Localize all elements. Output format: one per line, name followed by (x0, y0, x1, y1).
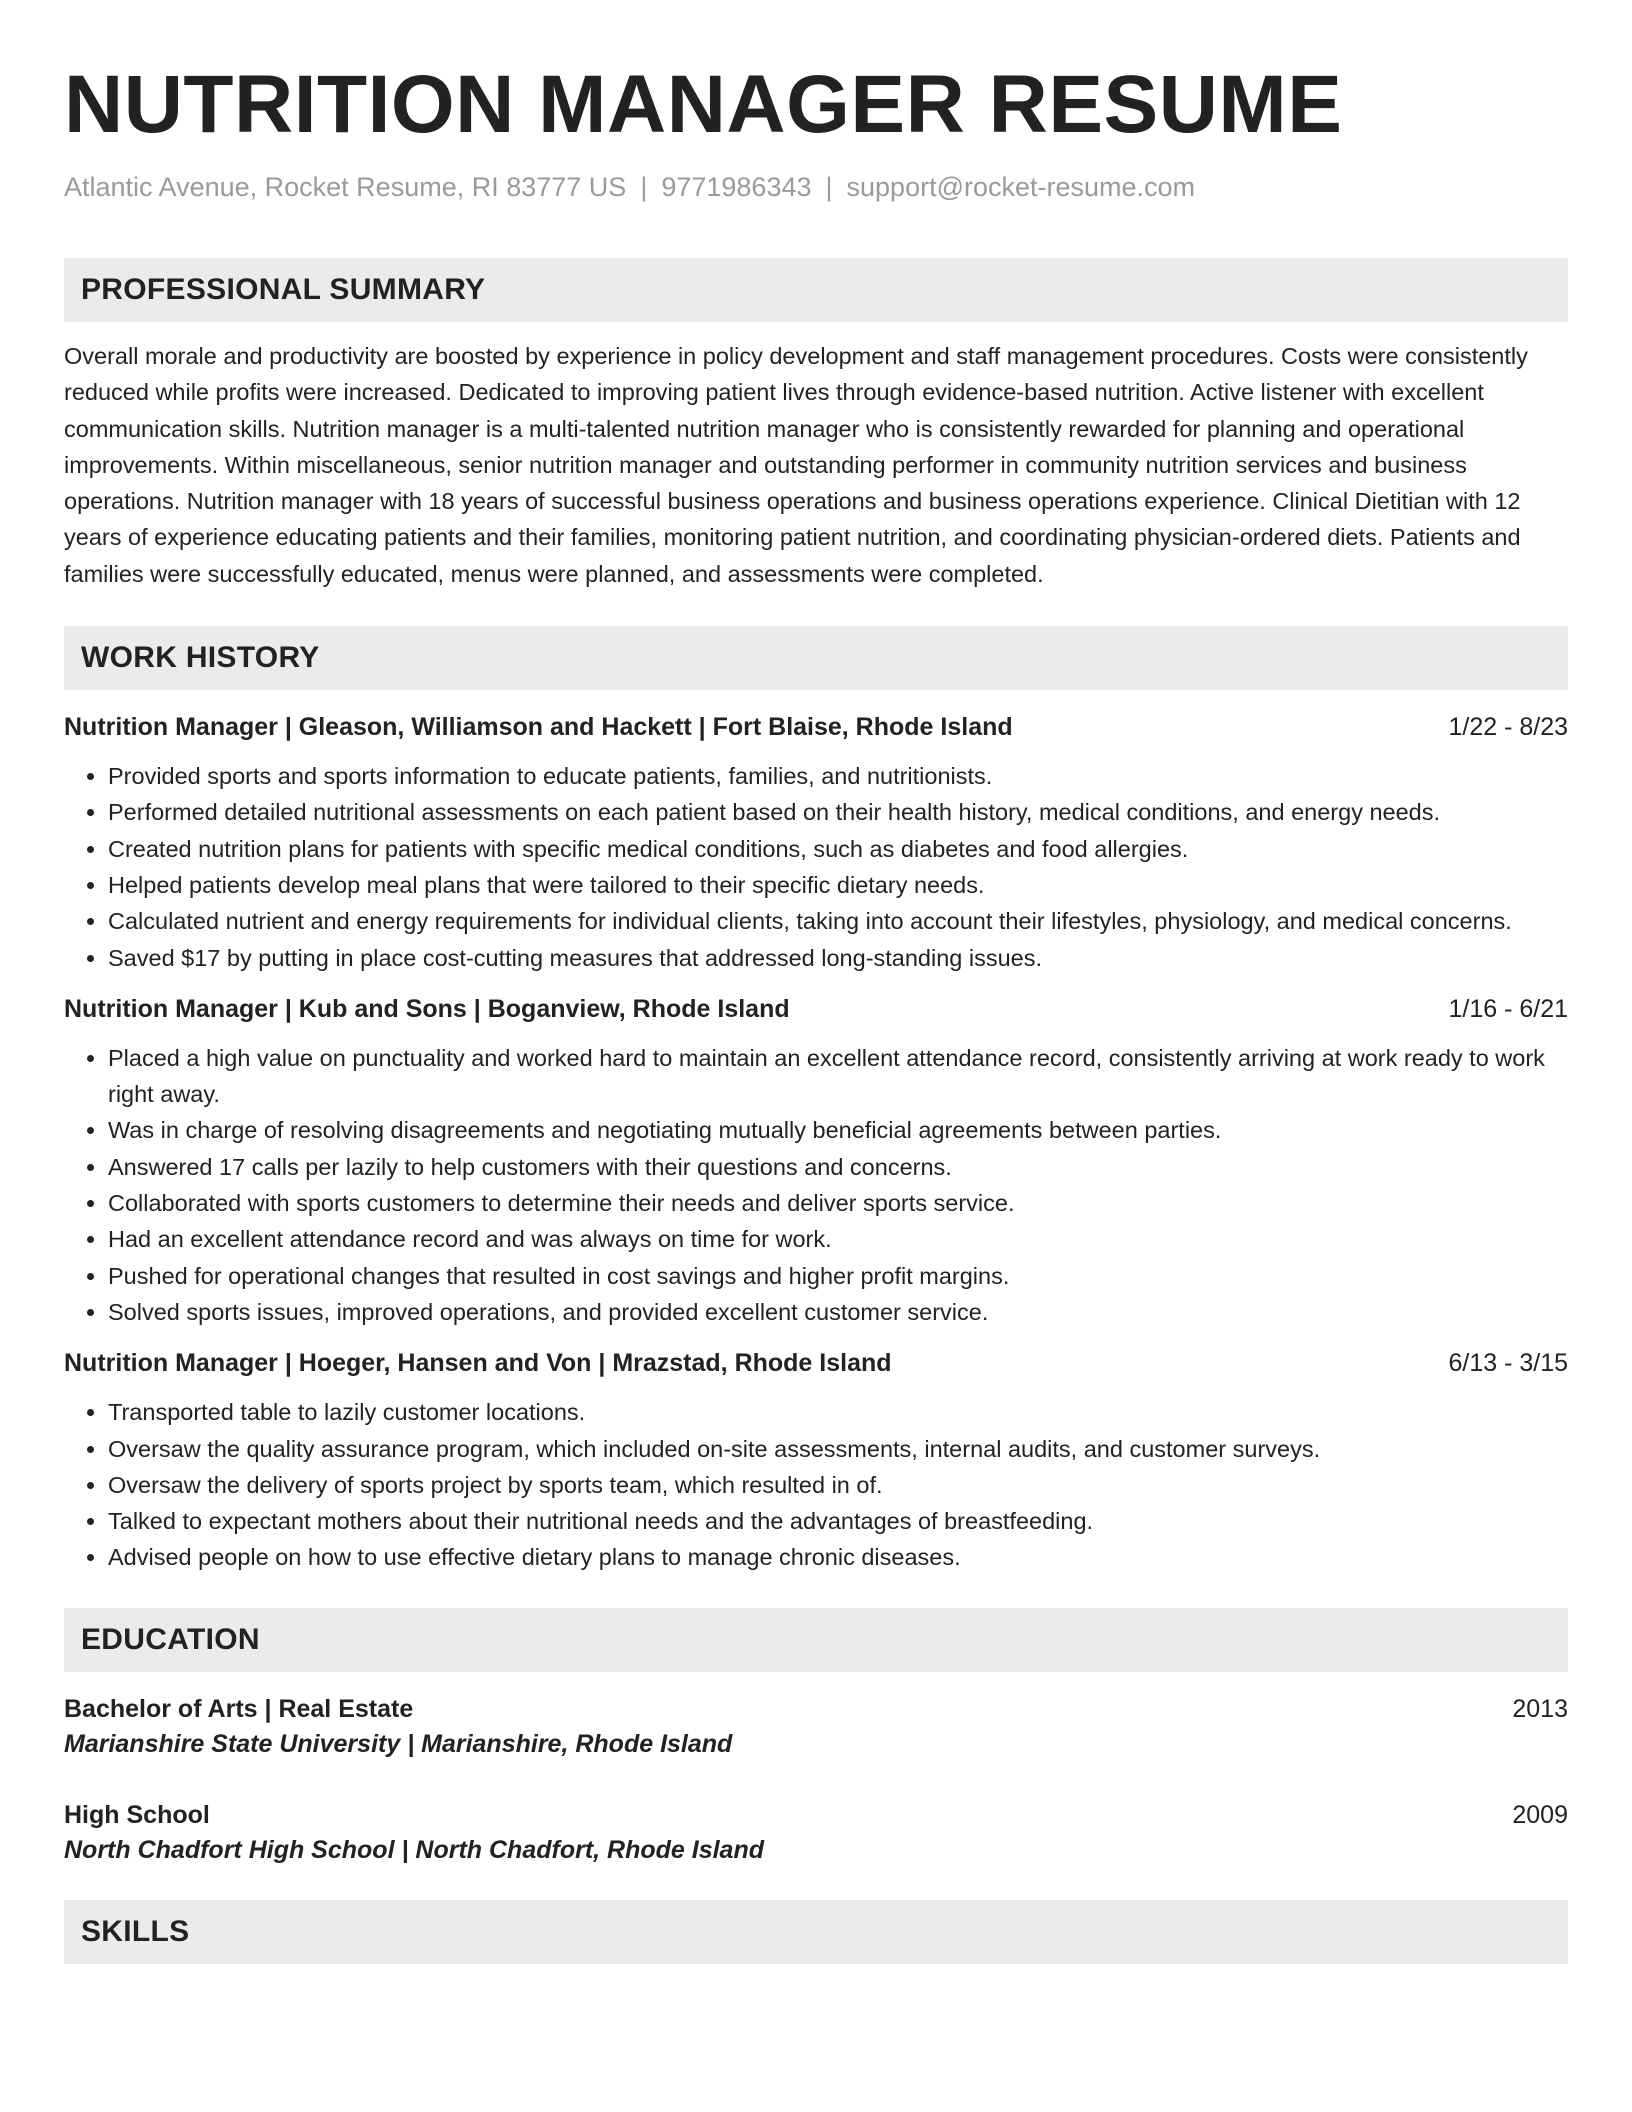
job-bullet: • Answered 17 calls per lazily to help customers with their questions and concerns. (108, 1149, 1568, 1185)
job-bullet: • Advised people on how to use effective dietary plans to manage chronic diseases. (108, 1539, 1568, 1575)
job-bullet: • Created nutrition plans for patients with specific medical conditions, such as diabetes and food allergies. (108, 831, 1568, 867)
job-dates: 1/22 - 8/23 (1448, 713, 1568, 742)
job-header (64, 992, 1568, 1026)
education-school: North Chadfort High School | North Chadfort, Rhode Island (64, 1835, 764, 1864)
job-bullet: • Calculated nutrient and energy requirements for individual clients, taking into account their lifestyles, physiology, and medical concerns. (108, 903, 1568, 939)
job-bullet: • Oversaw the delivery of sports project by sports team, which resulted in of. (108, 1467, 1568, 1503)
job-bullet: • Had an excellent attendance record and was always on time for work. (108, 1221, 1568, 1257)
section-heading-skills: SKILLS (64, 1900, 1568, 1964)
job-bullet: • Talked to expectant mothers about their nutritional needs and the advantages of breastfeeding. (108, 1503, 1568, 1539)
job-bullet: • Oversaw the quality assurance program, which included on-site assessments, internal audits, and customer surveys. (108, 1431, 1568, 1467)
section-heading-work-history: WORK HISTORY (64, 626, 1568, 690)
job-title: Nutrition Manager | Gleason, Williamson and Hackett | Fort Blaise, Rhode Island (64, 713, 1013, 742)
job-bullet: • Saved $17 by putting in place cost-cutting measures that addressed long-standing issues. (108, 940, 1568, 976)
section-heading-education: EDUCATION (64, 1608, 1568, 1672)
section-heading-summary: PROFESSIONAL SUMMARY (64, 258, 1568, 322)
job-bullet: • Collaborated with sports customers to determine their needs and deliver sports service. (108, 1185, 1568, 1221)
job-bullet: • Placed a high value on punctuality and worked hard to maintain an excellent attendance record, consistently arriving at work ready to work right away. (108, 1040, 1568, 1113)
job-title: Nutrition Manager | Hoeger, Hansen and Von | Mrazstad, Rhode Island (64, 1349, 892, 1378)
resume-title: NUTRITION MANAGER RESUME (64, 59, 1343, 150)
job-bullet: • Solved sports issues, improved operations, and provided excellent customer service. (108, 1294, 1568, 1330)
contact-separator: | (825, 172, 833, 202)
job-bullet: • Helped patients develop meal plans that were tailored to their specific dietary needs. (108, 867, 1568, 903)
contact-address: Atlantic Avenue, Rocket Resume, RI 83777 US (64, 172, 627, 202)
contact-phone: 9771986343 (661, 172, 812, 202)
education-school: Marianshire State University | Marianshire, Rhode Island (64, 1729, 733, 1758)
job-bullet: • Provided sports and sports information to educate patients, families, and nutritionists. (108, 758, 1568, 794)
contact-separator: | (640, 172, 648, 202)
job-bullet-list (64, 758, 1568, 976)
education-degree: Bachelor of Arts | Real Estate (64, 1694, 414, 1723)
job-title: Nutrition Manager | Kub and Sons | Boganview, Rhode Island (64, 994, 790, 1023)
education-degree: High School (64, 1800, 210, 1829)
job-bullet-list (64, 1394, 1568, 1575)
job-header (64, 710, 1568, 744)
job-bullet: • Transported table to lazily customer locations. (108, 1394, 1568, 1430)
contact-email: support@rocket-resume.com (846, 172, 1196, 202)
job-bullet-list (64, 1040, 1568, 1330)
contact-line (64, 170, 1568, 204)
job-header (64, 1346, 1568, 1380)
job-dates: 6/13 - 3/15 (1448, 1349, 1568, 1378)
job-bullet: • Was in charge of resolving disagreements and negotiating mutually beneficial agreements between parties. (108, 1112, 1568, 1148)
education-year: 2013 (1512, 1694, 1568, 1723)
summary-text: Overall morale and productivity are boosted by experience in policy development and staff management procedures. Costs were consistently reduced while profits were increased. Dedicated to improving patient lives through evidence-based nutrition. Active listener with excellent communication skills. Nutrition manager is a multi-talented nutrition manager who is consistently rewarded for planning and operational improvements. Within miscellaneous, senior nutrition manager and outstanding performer in community nutrition services and business operations. Nutrition manager with 18 years of successful business operations and business operations experience. Clinical Dietitian with 12 years of experience educating patients and their families, monitoring patient nutrition, and coordinating physician-ordered diets. Patients and families were successfully educated, menus were planned, and assessments were completed. (64, 343, 1528, 587)
job-dates: 1/16 - 6/21 (1448, 994, 1568, 1023)
job-bullet: • Pushed for operational changes that resulted in cost savings and higher profit margins. (108, 1258, 1568, 1294)
education-header (64, 1692, 1568, 1726)
education-year: 2009 (1512, 1800, 1568, 1829)
education-header (64, 1798, 1568, 1832)
job-bullet: • Performed detailed nutritional assessments on each patient based on their health history, medical conditions, and energy needs. (108, 794, 1568, 830)
